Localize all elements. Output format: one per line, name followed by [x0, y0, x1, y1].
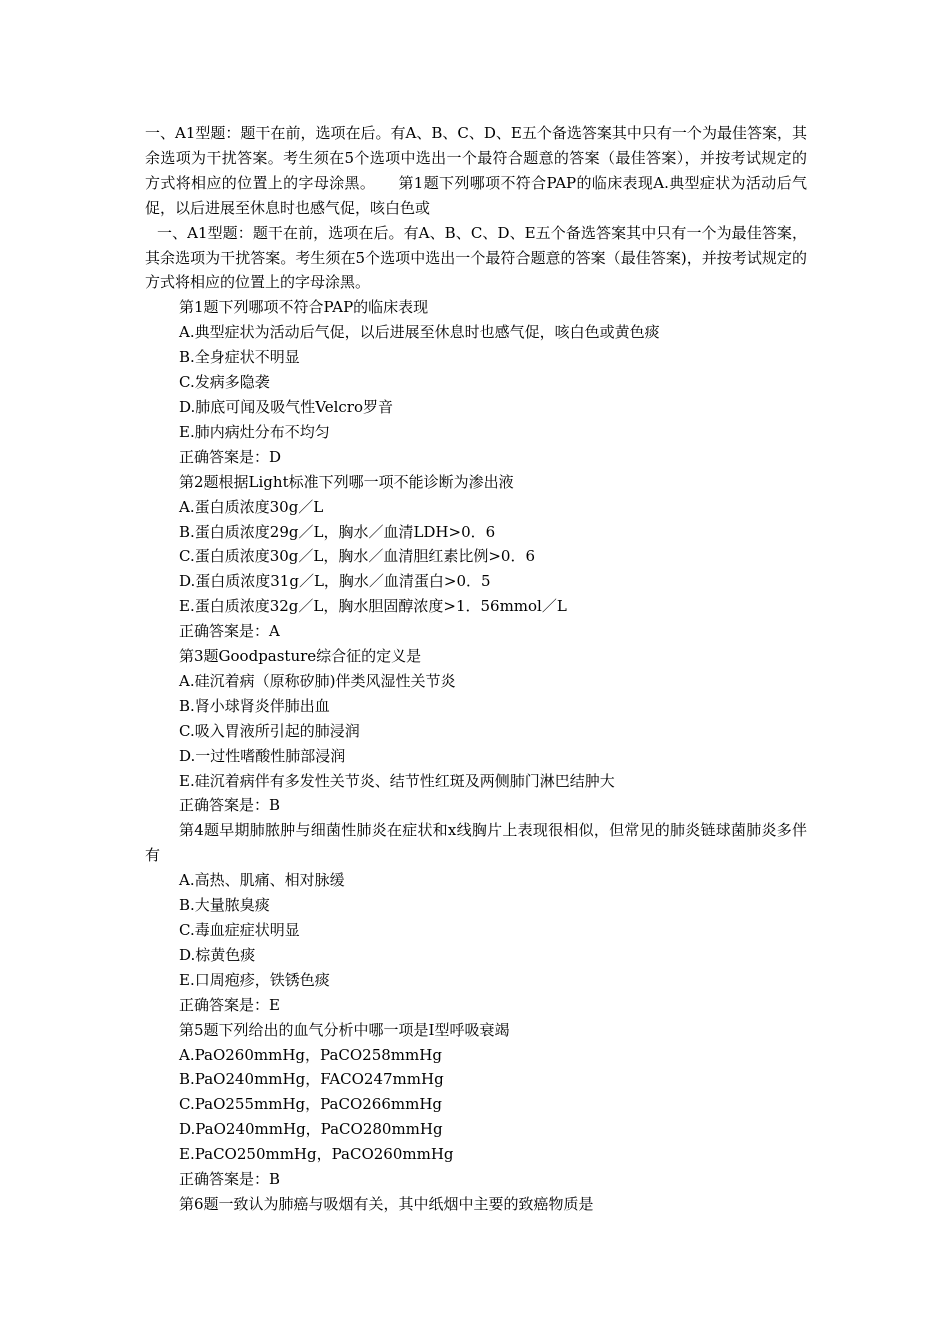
question-list-1 [145, 295, 807, 818]
text-line: E.肺内病灶分布不均匀 [179, 422, 330, 441]
section-intro: 一、A1型题：题干在前，选项在后。有A、B、C、D、E五个备选答案其中只有一个为最佳答案，其余选项为干扰答案。考生须在5个选项中选出一个最符合题意的答案（最佳答案)，并按考试规定的方式将相应的位置上的字母涂黑。 [145, 223, 807, 292]
text-line: D.肺底可闻及吸气性Velcro罗音 [179, 397, 393, 416]
text-line: 正确答案是：B [179, 796, 281, 815]
text-line: A.典型症状为活动后气促，以后进展至休息时也感气促，咳白色或黄色痰 [179, 323, 660, 342]
question-list-2 [145, 868, 807, 1217]
text-line: 第2题根据Light标准下列哪一项不能诊断为渗出液 [179, 472, 514, 491]
text-line: B.蛋白质浓度29g／L，胸水／血清LDH>0．6 [179, 522, 496, 541]
text-line: E.口周疱疹，铁锈色痰 [179, 970, 330, 989]
text-line: C.发病多隐袭 [179, 373, 270, 392]
text-line: 第1题下列哪项不符合PAP的临床表现 [179, 298, 429, 317]
text-line: A.高热、肌痛、相对脉缓 [179, 871, 345, 890]
text-line: 第6题一致认为肺癌与吸烟有关，其中纸烟中主要的致癌物质是 [179, 1194, 594, 1213]
text-line: A.PaO260mmHg，PaCO258mmHg [179, 1045, 442, 1064]
text-line: A.硅沉着病（原称矽肺)伴类风湿性关节炎 [179, 671, 456, 690]
text-line: 正确答案是：A [179, 622, 280, 641]
text-line: C.吸入胃液所引起的肺浸润 [179, 721, 360, 740]
text-line: 第5题下列给出的血气分析中哪一项是Ⅰ型呼吸衰竭 [179, 1020, 510, 1039]
text-line: D.棕黄色痰 [179, 945, 256, 964]
text-line: A.蛋白质浓度30g／L [179, 497, 324, 516]
text-line: B.全身症状不明显 [179, 348, 300, 367]
text-line: D.蛋白质浓度31g／L，胸水／血清蛋白>0．5 [179, 572, 491, 591]
text-line: 正确答案是：E [179, 995, 280, 1014]
text-line: E.蛋白质浓度32g／L，胸水胆固醇浓度>1．56mmol／L [179, 597, 567, 616]
text-line: E.PaCO250mmHg，PaCO260mmHg [179, 1145, 454, 1164]
text-line: B.大量脓臭痰 [179, 896, 270, 915]
text-line: C.蛋白质浓度30g／L，胸水／血清胆红素比例>0．6 [179, 547, 536, 566]
text-line: D.一过性嗜酸性肺部浸润 [179, 746, 346, 765]
question-4-stem: 第4题早期肺脓肿与细菌性肺炎在症状和x线胸片上表现很相似，但常见的肺炎链球菌肺炎多伴有 [145, 821, 807, 865]
text-line: C.PaO255mmHg，PaCO266mmHg [179, 1095, 443, 1114]
text-line: B.肾小球肾炎伴肺出血 [179, 696, 330, 715]
text-line: E.硅沉着病伴有多发性关节炎、结节性红斑及两侧肺门淋巴结肿大 [179, 771, 615, 790]
text-line: D.PaO240mmHg，PaCO280mmHg [179, 1120, 443, 1139]
document-body [145, 121, 807, 1217]
text-line: 第3题Goodpasture综合征的定义是 [179, 647, 422, 666]
text-line: 正确答案是：B [179, 1170, 281, 1189]
header-summary: 一、A1型题：题干在前，选项在后。有A、B、C、D、E五个备选答案其中只有一个为最佳答案，其余选项为干扰答案。考生须在5个选项中选出一个最符合题意的答案（最佳答案），并按考试规定的方式将相应的位置上的字母涂黑。 第1题下列哪项不符合PAP的临床表现A.典型症状为活动后气促，以后进展至休息时也感气促，咳白色或 [145, 124, 807, 217]
text-line: 正确答案是：D [179, 447, 282, 466]
text-line: B.PaO240mmHg，FACO247mmHg [179, 1070, 444, 1089]
text-line: C.毒血症症状明显 [179, 921, 300, 939]
